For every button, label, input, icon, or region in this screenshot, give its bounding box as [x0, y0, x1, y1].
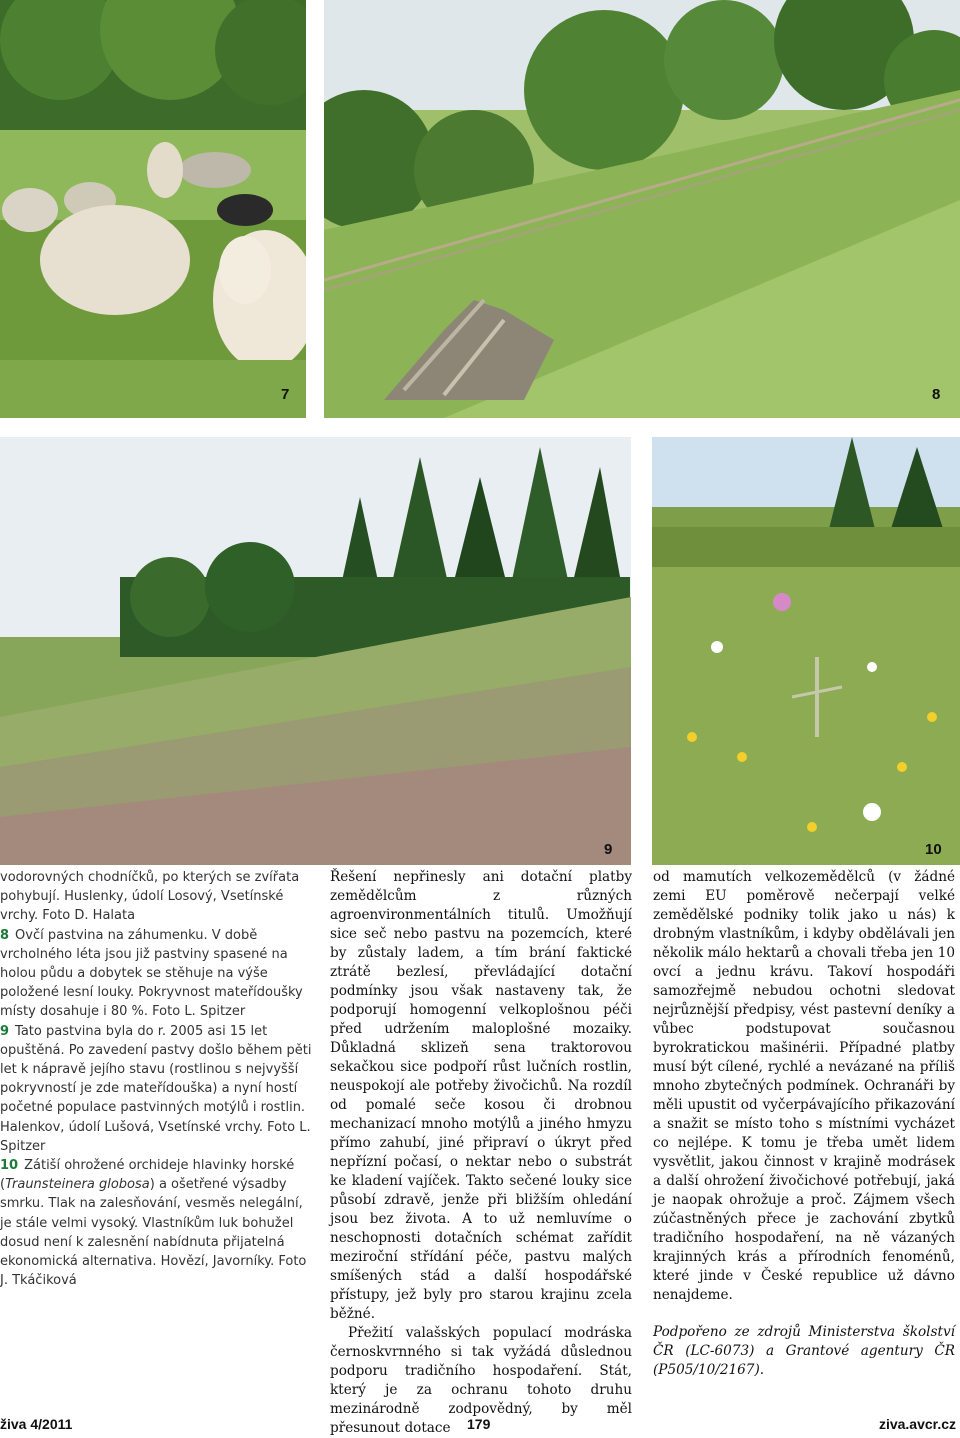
- article-paragraph: Řešení nepřinesly ani dotační platby zemědělcům z různých agroenvironmentálních titulů. Umožňují sice seč nebo pastvu na pozemcích, které by zůstaly ladem, a tím brání faktické ztrátě bezlesí, převládající dotační podmínky jsou však nastaveny tak, že podporují homogenní velkoplošnou péči před udržením maloplošné mozaiky. Důkladná sklizeň sena traktorovou sekačkou sice podpoří růst lučních rostlin, neuspokojí ale potřeby živočichů. Na rozdíl od pomalé seče kosou či drobnou mechanizací mnoho motýlů a jiného hmyzu přímo zahubí, jiné připraví o úkryt před nepřízní počasí, o nektar nebo o substrát ke kladení vajíček. Takto sečené louky sice působí zdravě, jenže při bližším ohledání jsou bez života. A to už nemluvíme o neschopnosti dotačních schémat zařídit meziroční střídání péče, pastvu malých smíšených stád a další hospodářské přístupy, jež byly pro starou krajinu zcela běžné.: [330, 869, 632, 1322]
- article-paragraph: od mamutích velkozemědělců (v žádné zemi EU poměrově nečerpají velké zemědělské podniky tolik jako u nás) k drobným vlastníkům, i kdyby obdělávali jen několik málo hektarů a chovali třeba jen 10 ovcí a jednu krávu. Takoví hospodáři samozřejmě nebudou ochotni sledovat nejrůznější předpisy, vést pastevní deníky a vůbec podstupovat současnou byrokratickou mašinérii. Případné platby musí být cílené, rychlé a nevázané na příliš mnoho zbytečných podmínek. Ochranáři by měli upustit od vyčerpávajícího přikazování a snažit se místo toho s místními vycházet co nejlépe. K tomu je třeba umět lidem vysvětlit, jakou činnost v krajině modrásek a další ohrožení živočichové potřebují, jaká je naopak ohrožuje a proč. Zájmem všech zúčastněných přece je zachování zbytků tradičního hospodaření, na ně vázaných krajinných krás a přírodních fenoménů, které jinde v České republice už dávno nenajdeme.: [653, 869, 955, 1303]
- caption-10-latin-name: Traunsteinera globosa: [5, 1177, 150, 1193]
- caption-10-text-b: ) a ošetřené výsadby smrku. Tlak na zalesňování, vesměs nelegální, je stále velmi vysoký. Vlastníkům luk bohužel dosud není k zalesnění nabídnuta přijatelná ekonomická alternativa. Hovězí, Javorníky. Foto J. Tkáčiková: [0, 1177, 307, 1289]
- footer-website: ziva.avcr.cz: [878, 1416, 956, 1432]
- article-column-2: [330, 868, 632, 1438]
- caption-9-number: 9: [0, 1023, 10, 1039]
- article-paragraph: Přežití valašských populací modráska černoskvrnného si tak vyžádá důslednou podporu tradičního hospodaření. Stát, který je za ochranu tohoto druhu mezinárodně zodpovědný, by měl přesunout dotace: [330, 1325, 632, 1436]
- footer-journal-issue: živa 4/2011: [0, 1416, 73, 1432]
- article-column-3: [653, 868, 955, 1380]
- photo-sheep-pasture: [0, 0, 306, 418]
- photo-meadow-forest: [0, 437, 631, 865]
- photo-hillside-pasture: [324, 0, 960, 418]
- caption-10: [0, 1156, 312, 1290]
- caption-9: [0, 1022, 312, 1156]
- photo-number-10: 10: [925, 841, 942, 858]
- caption-8-number: 8: [0, 927, 10, 943]
- caption-8-text: Ovčí pastvina na záhumenku. V době vrcholného léta jsou již pastviny spasené na holou půdu a dobytek se stěhuje na výše položené lesní louky. Pokryvnost mateřídoušky místy dosahuje i 80 %. Foto L. Spitzer: [0, 927, 303, 1020]
- caption-9-text: Tato pastvina byla do r. 2005 asi 15 let opuštěná. Po zavedení pastvy došlo během pěti let k nápravě jejího stavu (rostlinou s nejvyšší pokryvností je zde mateřídouška) a nyní hostí početné populace pastvinných motýlů i rostlin. Halenkov, údolí Lušová, Vsetínské vrchy. Foto L. Spitzer: [0, 1023, 312, 1154]
- photo-orchid-meadow: [652, 437, 960, 865]
- caption-7-continued: vodorovných chodníčků, po kterých se zvířata pohybují. Huslenky, údolí Losový, Vsetínské vrchy. Foto D. Halata: [0, 870, 300, 924]
- support-acknowledgement: Podpořeno ze zdrojů Ministerstva školství ČR (LC-6073) a Grantové agentury ČR (P505/10/2167).: [653, 1324, 955, 1378]
- photo-number-7: 7: [281, 386, 290, 403]
- photo-captions: [0, 868, 312, 1290]
- photo-number-9: 9: [604, 841, 613, 858]
- caption-10-number: 10: [0, 1158, 19, 1174]
- footer-page-number: 179: [467, 1416, 491, 1432]
- caption-10-text-a: Zátiší ohrožené orchideje hlavinky horské (: [0, 1158, 295, 1193]
- caption-8: [0, 926, 312, 1022]
- photo-number-8: 8: [932, 386, 941, 403]
